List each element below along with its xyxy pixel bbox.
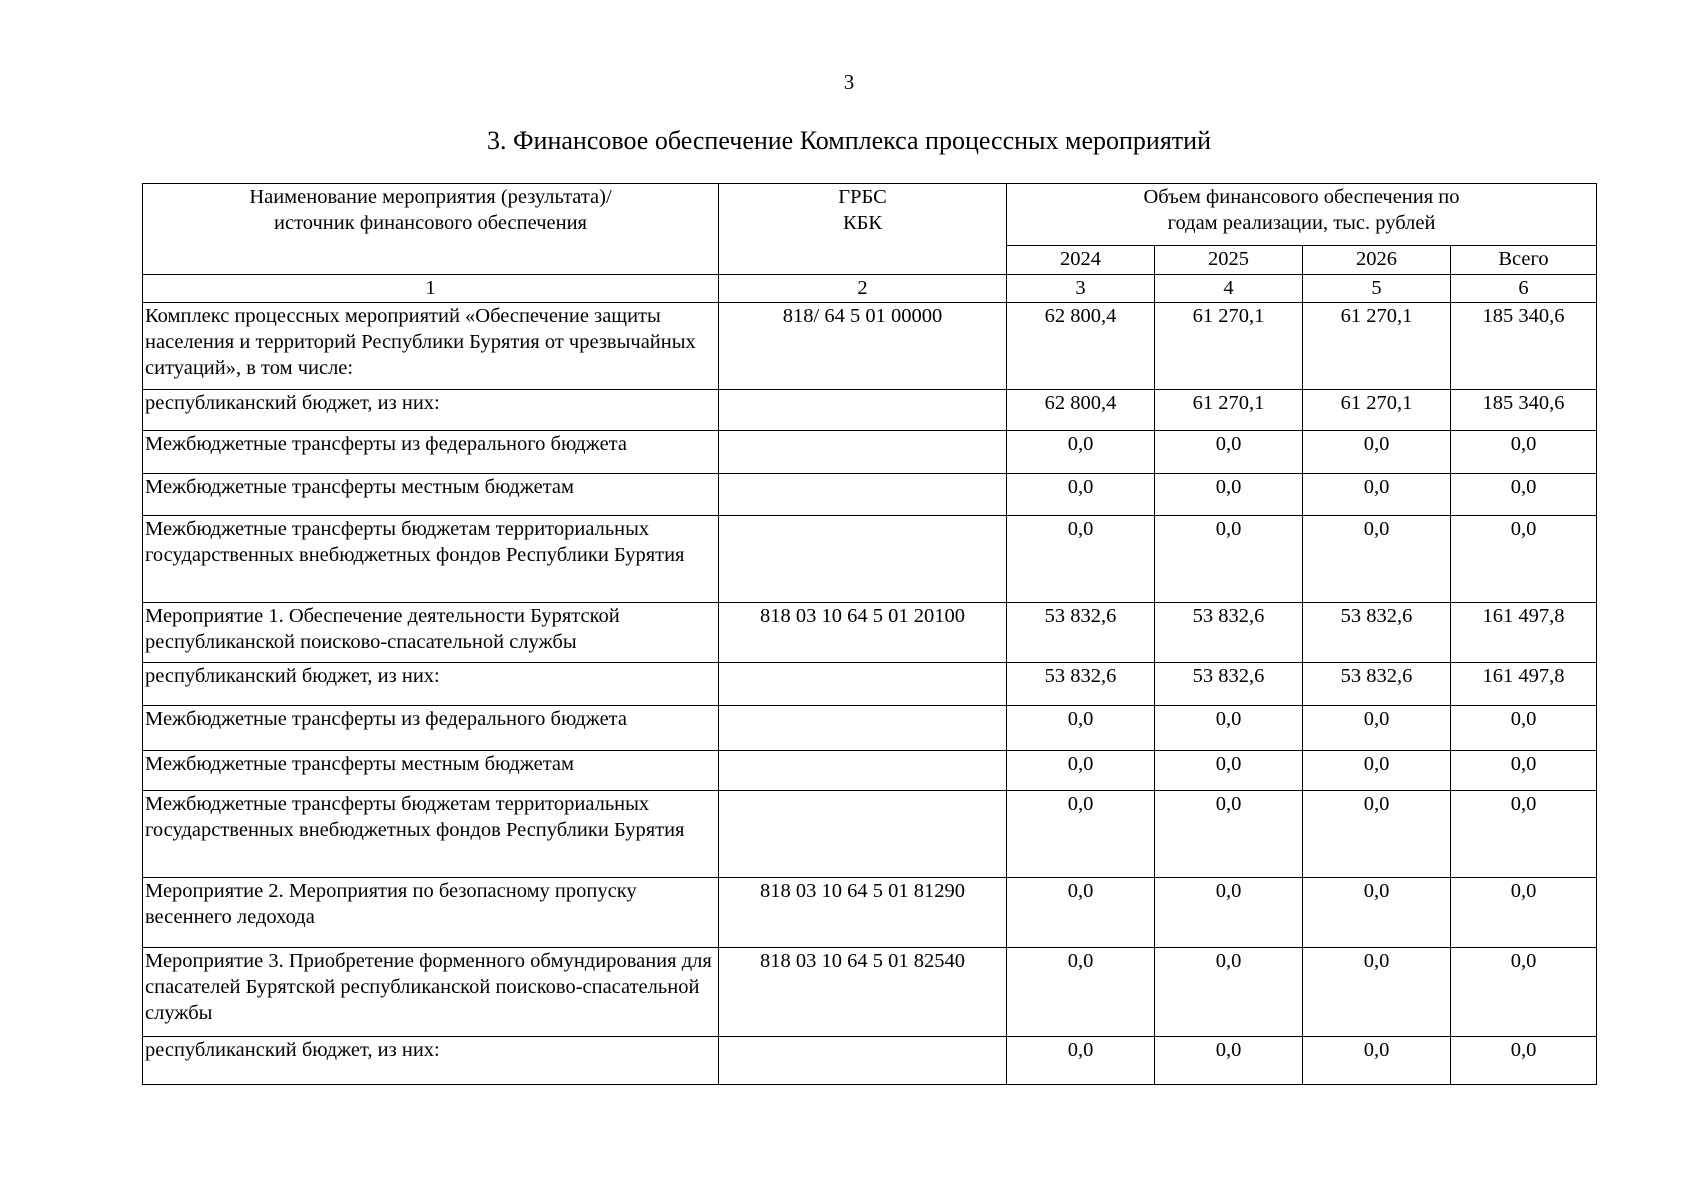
row-code (719, 706, 1007, 751)
row-name: республиканский бюджет, из них: (143, 1037, 719, 1085)
row-code (719, 1037, 1007, 1085)
row-value-2025: 53 832,6 (1155, 603, 1303, 663)
row-code (719, 791, 1007, 878)
row-name: Межбюджетные трансферты бюджетам территориальных государственных внебюджетных фондов Республики Бурятия (143, 516, 719, 603)
row-value-2024: 0,0 (1007, 431, 1155, 474)
row-name: республиканский бюджет, из них: (143, 390, 719, 431)
row-value-2024: 0,0 (1007, 474, 1155, 516)
row-value-total: 0,0 (1451, 878, 1597, 948)
row-value-2026: 53 832,6 (1303, 663, 1451, 706)
row-name: республиканский бюджет, из них: (143, 663, 719, 706)
row-value-2026: 61 270,1 (1303, 390, 1451, 431)
row-value-2026: 0,0 (1303, 1037, 1451, 1085)
column-number: 6 (1451, 275, 1597, 303)
table-row (143, 878, 1597, 948)
row-value-2026: 0,0 (1303, 948, 1451, 1037)
row-value-2024: 62 800,4 (1007, 303, 1155, 390)
row-value-total: 185 340,6 (1451, 390, 1597, 431)
header-year-2025: 2025 (1155, 246, 1303, 275)
row-value-total: 161 497,8 (1451, 603, 1597, 663)
column-number: 4 (1155, 275, 1303, 303)
row-code (719, 663, 1007, 706)
row-value-2024: 53 832,6 (1007, 603, 1155, 663)
row-value-2025: 61 270,1 (1155, 390, 1303, 431)
row-value-2024: 0,0 (1007, 1037, 1155, 1085)
row-value-total: 0,0 (1451, 791, 1597, 878)
header-grbs-column (719, 184, 1007, 275)
column-number: 2 (719, 275, 1007, 303)
row-value-2026: 0,0 (1303, 516, 1451, 603)
table-row (143, 431, 1597, 474)
row-code (719, 431, 1007, 474)
row-name: Мероприятие 1. Обеспечение деятельности Бурятской республиканской поисково-спасательной службы (143, 603, 719, 663)
financing-table (142, 183, 1597, 1085)
table-row (143, 948, 1597, 1037)
row-value-2026: 0,0 (1303, 706, 1451, 751)
row-code (719, 751, 1007, 791)
row-value-2024: 0,0 (1007, 878, 1155, 948)
row-value-2025: 0,0 (1155, 878, 1303, 948)
row-value-2025: 53 832,6 (1155, 663, 1303, 706)
page-number: 3 (843, 70, 855, 94)
row-value-2024: 0,0 (1007, 516, 1155, 603)
row-value-2025: 0,0 (1155, 431, 1303, 474)
header-year-2026: 2026 (1303, 246, 1451, 275)
row-value-2025: 61 270,1 (1155, 303, 1303, 390)
row-value-total: 161 497,8 (1451, 663, 1597, 706)
table-row (143, 791, 1597, 878)
row-value-total: 0,0 (1451, 751, 1597, 791)
row-value-2024: 53 832,6 (1007, 663, 1155, 706)
row-value-total: 0,0 (1451, 516, 1597, 603)
row-value-2024: 0,0 (1007, 791, 1155, 878)
row-code (719, 474, 1007, 516)
header-volume-column: Объем финансового обеспечения по годам реализации, тыс. рублей (1007, 184, 1597, 246)
row-value-2025: 0,0 (1155, 948, 1303, 1037)
row-code (719, 390, 1007, 431)
row-value-2026: 0,0 (1303, 791, 1451, 878)
row-name: Межбюджетные трансферты из федерального бюджета (143, 706, 719, 751)
row-value-2025: 0,0 (1155, 751, 1303, 791)
table-row (143, 663, 1597, 706)
row-value-2025: 0,0 (1155, 516, 1303, 603)
table-row (143, 1037, 1597, 1085)
row-name: Мероприятие 2. Мероприятия по безопасному пропуску весеннего ледохода (143, 878, 719, 948)
row-name: Межбюджетные трансферты местным бюджетам (143, 474, 719, 516)
row-name: Мероприятие 3. Приобретение форменного обмундирования для спасателей Бурятской республиканской поисково-спасательной службы (143, 948, 719, 1037)
header-year-2024: 2024 (1007, 246, 1155, 275)
row-code: 818 03 10 64 5 01 20100 (719, 603, 1007, 663)
row-value-total: 0,0 (1451, 1037, 1597, 1085)
column-number: 1 (143, 275, 719, 303)
row-value-2025: 0,0 (1155, 791, 1303, 878)
row-name: Межбюджетные трансферты местным бюджетам (143, 751, 719, 791)
row-name: Межбюджетные трансферты бюджетам территориальных государственных внебюджетных фондов Республики Бурятия (143, 791, 719, 878)
row-code: 818 03 10 64 5 01 81290 (719, 878, 1007, 948)
row-value-total: 0,0 (1451, 706, 1597, 751)
row-name: Комплекс процессных мероприятий «Обеспечение защиты населения и территорий Республики Бурятия от чрезвычайных ситуаций», в том числе: (143, 303, 719, 390)
row-value-2024: 0,0 (1007, 706, 1155, 751)
row-value-total: 185 340,6 (1451, 303, 1597, 390)
row-value-2025: 0,0 (1155, 1037, 1303, 1085)
row-code: 818 03 10 64 5 01 82540 (719, 948, 1007, 1037)
row-name: Межбюджетные трансферты из федерального бюджета (143, 431, 719, 474)
row-value-2026: 0,0 (1303, 751, 1451, 791)
header-total: Всего (1451, 246, 1597, 275)
table-row (143, 751, 1597, 791)
table-row (143, 303, 1597, 390)
row-code: 818/ 64 5 01 00000 (719, 303, 1007, 390)
column-number: 5 (1303, 275, 1451, 303)
table-row (143, 603, 1597, 663)
row-value-2026: 0,0 (1303, 878, 1451, 948)
row-value-total: 0,0 (1451, 474, 1597, 516)
table-row (143, 706, 1597, 751)
row-value-2026: 53 832,6 (1303, 603, 1451, 663)
row-code (719, 516, 1007, 603)
row-value-2024: 0,0 (1007, 948, 1155, 1037)
column-number: 3 (1007, 275, 1155, 303)
table-row (143, 390, 1597, 431)
table-row (143, 474, 1597, 516)
row-value-2026: 0,0 (1303, 431, 1451, 474)
row-value-2025: 0,0 (1155, 706, 1303, 751)
row-value-2024: 62 800,4 (1007, 390, 1155, 431)
table-row (143, 516, 1597, 603)
row-value-total: 0,0 (1451, 948, 1597, 1037)
header-kbk-label: КБК (842, 212, 883, 234)
row-value-2026: 0,0 (1303, 474, 1451, 516)
section-title: 3. Финансовое обеспечение Комплекса процессных мероприятий (487, 126, 1211, 155)
row-value-2025: 0,0 (1155, 474, 1303, 516)
header-name-column: Наименование мероприятия (результата)/ источник финансового обеспечения (143, 184, 719, 275)
row-value-total: 0,0 (1451, 431, 1597, 474)
header-grbs-label: ГРБС (838, 186, 887, 208)
row-value-2026: 61 270,1 (1303, 303, 1451, 390)
row-value-2024: 0,0 (1007, 751, 1155, 791)
